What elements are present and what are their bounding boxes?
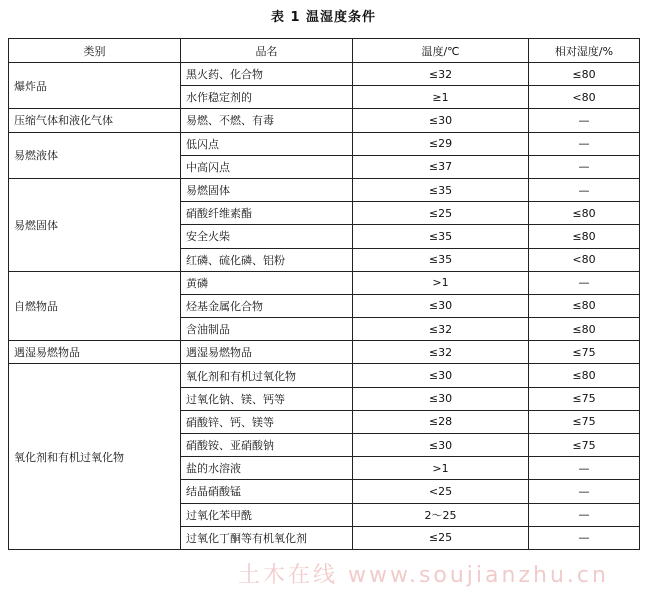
temp-cell: ≤32: [353, 318, 529, 341]
temp-cell: ≤25: [353, 526, 529, 549]
temp-cell: ≥1: [353, 86, 529, 109]
name-cell: 含油制品: [181, 318, 353, 341]
humidity-cell: —: [529, 178, 640, 201]
temp-cell: >1: [353, 271, 529, 294]
name-cell: 硝酸锌、钙、镁等: [181, 410, 353, 433]
humidity-cell: ≤80: [529, 202, 640, 225]
humidity-cell: ≤80: [529, 294, 640, 317]
humidity-cell: <80: [529, 86, 640, 109]
temp-cell: ≤35: [353, 248, 529, 271]
temp-cell: ≤35: [353, 178, 529, 201]
name-cell: 烃基金属化合物: [181, 294, 353, 317]
name-cell: 氧化剂和有机过氧化物: [181, 364, 353, 387]
temp-cell: ≤30: [353, 387, 529, 410]
category-cell: 爆炸品: [9, 63, 181, 109]
category-cell: 氧化剂和有机过氧化物: [9, 364, 181, 550]
humidity-cell: —: [529, 271, 640, 294]
temp-cell: ≤28: [353, 410, 529, 433]
table-row: [9, 364, 640, 387]
temp-cell: ≤30: [353, 294, 529, 317]
name-cell: 硝酸纤维素酯: [181, 202, 353, 225]
humidity-cell: —: [529, 109, 640, 132]
table-row: [9, 132, 640, 155]
category-cell: 易燃液体: [9, 132, 181, 178]
header-name: 品名: [181, 39, 353, 63]
name-cell: 易燃固体: [181, 178, 353, 201]
humidity-cell: ≤75: [529, 387, 640, 410]
header-category: 类别: [9, 39, 181, 63]
table-row: [9, 109, 640, 132]
temp-cell: ≤35: [353, 225, 529, 248]
humidity-cell: —: [529, 155, 640, 178]
name-cell: 红磷、硫化磷、铝粉: [181, 248, 353, 271]
name-cell: 硝酸铵、亚硝酸钠: [181, 434, 353, 457]
humidity-cell: <80: [529, 248, 640, 271]
humidity-cell: ≤80: [529, 364, 640, 387]
name-cell: 过氧化钠、镁、钙等: [181, 387, 353, 410]
name-cell: 黑火药、化合物: [181, 63, 353, 86]
name-cell: 水作稳定剂的: [181, 86, 353, 109]
header-temp: 温度/℃: [353, 39, 529, 63]
category-cell: 易燃固体: [9, 178, 181, 271]
humidity-cell: —: [529, 526, 640, 549]
temp-cell: ≤30: [353, 434, 529, 457]
humidity-cell: —: [529, 132, 640, 155]
temp-cell: ≤30: [353, 364, 529, 387]
humidity-cell: ≤80: [529, 318, 640, 341]
temp-cell: ≤32: [353, 63, 529, 86]
humidity-cell: ≤80: [529, 225, 640, 248]
humidity-cell: ≤75: [529, 341, 640, 364]
category-cell: 自燃物品: [9, 271, 181, 341]
humidity-cell: —: [529, 480, 640, 503]
name-cell: 黄磷: [181, 271, 353, 294]
temperature-humidity-table: [8, 38, 640, 550]
humidity-cell: ≤75: [529, 434, 640, 457]
category-cell: 压缩气体和液化气体: [9, 109, 181, 132]
temp-cell: ≤30: [353, 109, 529, 132]
temp-cell: ≤32: [353, 341, 529, 364]
name-cell: 遇湿易燃物品: [181, 341, 353, 364]
name-cell: 低闪点: [181, 132, 353, 155]
header-humidity: 相对湿度/%: [529, 39, 640, 63]
category-cell: 遇湿易燃物品: [9, 341, 181, 364]
table-row: [9, 271, 640, 294]
temp-cell: ≤25: [353, 202, 529, 225]
name-cell: 中高闪点: [181, 155, 353, 178]
temp-cell: >1: [353, 457, 529, 480]
name-cell: 过氧化丁酮等有机氧化剂: [181, 526, 353, 549]
name-cell: 结晶硝酸锰: [181, 480, 353, 503]
watermark: 土木在线 www.soujianzhu.cn: [238, 563, 609, 588]
table-title: 表 1 温湿度条件: [270, 10, 377, 25]
humidity-cell: —: [529, 503, 640, 526]
name-cell: 安全火柴: [181, 225, 353, 248]
name-cell: 过氧化苯甲酰: [181, 503, 353, 526]
temp-cell: ≤29: [353, 132, 529, 155]
table-row: [9, 341, 640, 364]
header-row: [9, 39, 640, 63]
humidity-cell: ≤75: [529, 410, 640, 433]
name-cell: 易燃、不燃、有毒: [181, 109, 353, 132]
name-cell: 盐的水溶液: [181, 457, 353, 480]
temp-cell: 2～25: [353, 503, 529, 526]
humidity-cell: ≤80: [529, 63, 640, 86]
temp-cell: ≤37: [353, 155, 529, 178]
temp-cell: <25: [353, 480, 529, 503]
humidity-cell: —: [529, 457, 640, 480]
table-row: [9, 63, 640, 86]
table-row: [9, 178, 640, 201]
